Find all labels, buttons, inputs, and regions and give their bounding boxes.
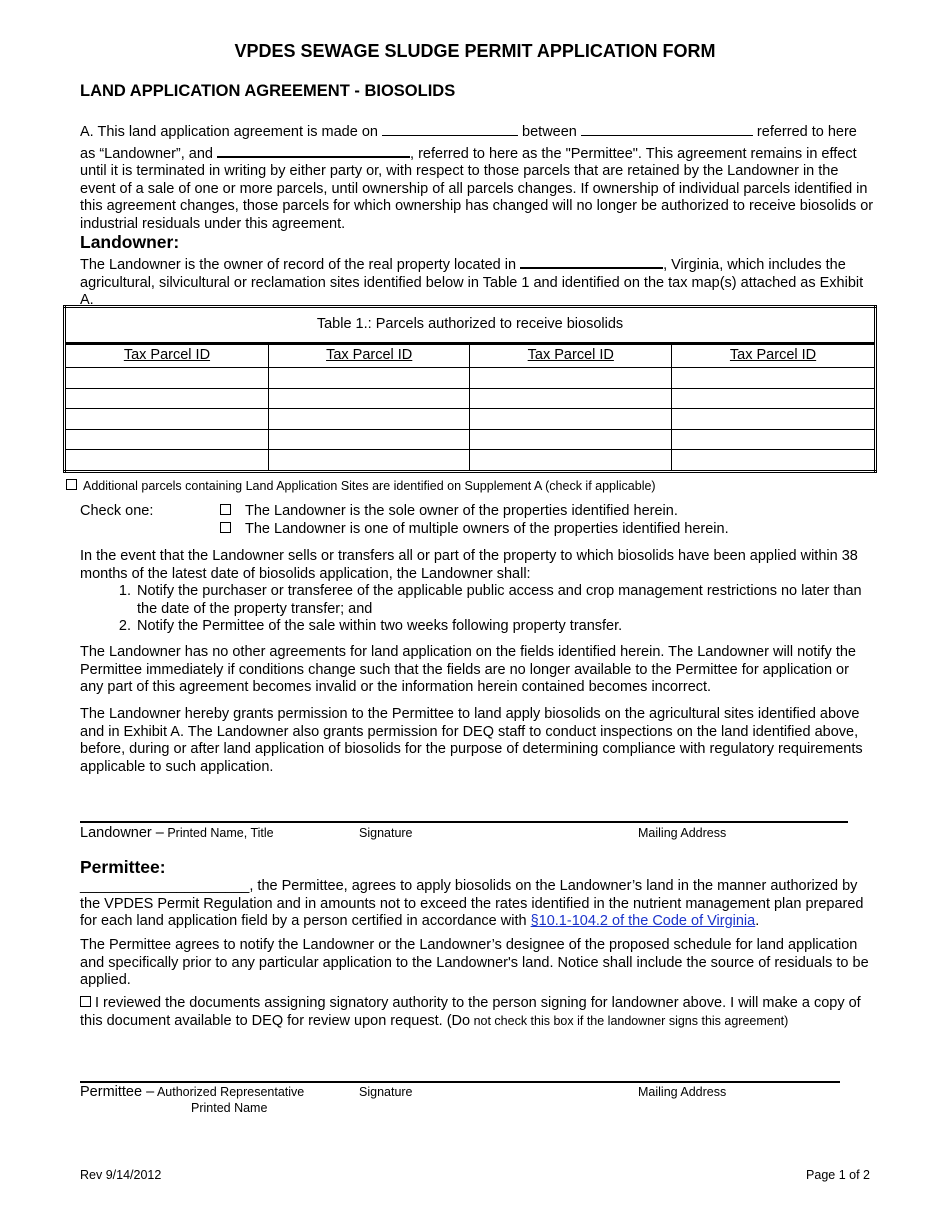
transfer-intro: In the event that the Landowner sells or transfers all or part of the property to which biosolids have been applied within 38 months of the latest date of biosolids application, the Landowner shall:	[80, 548, 858, 582]
multiple-owners-label: The Landowner is one of multiple owners of the properties identified herein.	[245, 521, 729, 537]
permittee-signature-line[interactable]	[80, 1081, 840, 1083]
parcel-cell[interactable]	[268, 368, 470, 389]
transfer-list	[80, 583, 875, 636]
parcel-cell[interactable]	[672, 368, 876, 389]
additional-parcels-label: Additional parcels containing Land Application Sites are identified on Supplement A (check if applicable)	[83, 479, 656, 493]
sole-owner-option	[220, 503, 678, 521]
parcel-cell[interactable]	[672, 388, 876, 409]
revision-date: Rev 9/14/2012	[80, 1168, 162, 1182]
check-one-label: Check one:	[80, 503, 154, 519]
landowner-signature-label: Signature	[359, 826, 413, 840]
list-item: 1. Notify the purchaser or transferee of the applicable public access and crop management restrictions no later than the date of the property transfer; and	[135, 583, 875, 618]
transfer-paragraph	[80, 548, 875, 636]
permittee-paragraph	[80, 878, 875, 931]
landowner-signature-line[interactable]	[80, 821, 848, 823]
parcel-cell[interactable]	[672, 409, 876, 430]
permittee-name-field[interactable]	[217, 142, 410, 158]
parcel-cell[interactable]	[65, 409, 269, 430]
section-a-text-3: referred to here as “Landowner”, and	[80, 124, 857, 162]
table-header: Tax Parcel ID	[672, 344, 876, 368]
landowner-text-1: The Landowner is the owner of record of the real property located in	[80, 257, 517, 273]
permittee-label-small: Authorized Representative	[154, 1085, 305, 1099]
parcel-cell[interactable]	[470, 450, 672, 472]
permittee-heading: Permittee:	[80, 857, 166, 877]
page-number: Page 1 of 2	[806, 1168, 870, 1182]
additional-parcels-checkbox[interactable]	[66, 479, 77, 490]
landowner-printed-name-label	[80, 825, 274, 843]
agreement-date-field[interactable]	[382, 121, 518, 136]
table-caption: Table 1.: Parcels authorized to receive biosolids	[65, 307, 876, 344]
reviewed-text: I reviewed the documents assigning signatory authority to the person signing for landowner above. I will make a copy of this document available to DEQ for review upon request. (Do	[80, 995, 861, 1029]
form-title: VPDES SEWAGE SLUDGE PERMIT APPLICATION FORM	[234, 41, 716, 61]
permittee-address-label: Mailing Address	[638, 1085, 727, 1099]
parcel-cell[interactable]	[65, 368, 269, 389]
landowner-label-small: Printed Name, Title	[163, 826, 274, 840]
parcel-cell[interactable]	[470, 368, 672, 389]
table-row	[65, 368, 876, 389]
landowner-label-main: Landowner –	[80, 825, 164, 841]
parcel-cell[interactable]	[470, 388, 672, 409]
parcel-cell[interactable]	[470, 429, 672, 450]
reviewed-paragraph	[80, 995, 875, 1030]
landowner-heading: Landowner:	[80, 232, 180, 252]
permittee-name-blank[interactable]: _____________________	[80, 878, 250, 894]
permittee-text-1: , the Permittee, agrees to apply biosolids on the Landowner’s land in the manner authorized by the VPDES Permit Regulation and in amounts not to exceed the rates identified in the nutrient management plan prepared for each land application field by a person certified in accordance with	[80, 878, 864, 929]
parcel-cell[interactable]	[268, 388, 470, 409]
multiple-owners-option	[220, 521, 729, 539]
section-a-paragraph	[80, 121, 875, 233]
grants-paragraph: The Landowner hereby grants permission to the Permittee to land apply biosolids on the agricultural sites identified above and in Exhibit A. The Landowner also grants permission for DEQ staff to conduct inspections on the land identified above, before, during or after land application of biosolids for the purpose of determining compliance with regulatory requirements applicable to such application.	[80, 706, 863, 775]
parcel-cell[interactable]	[65, 429, 269, 450]
section-a-text-1: A. This land application agreement is made on	[80, 124, 378, 140]
code-of-virginia-link[interactable]: §10.1-104.2 of the Code of Virginia	[530, 913, 756, 929]
other-agreements-paragraph: The Landowner has no other agreements for land application on the fields identified herein. The Landowner will notify the Permittee immediately if conditions change such that the fields are no longer available to the Permittee for application or any part of this agreement becomes invalid or the information herein contained becomes incorrect.	[80, 644, 856, 695]
permittee-printed-name-label: Printed Name	[191, 1101, 268, 1115]
permittee-representative-label	[80, 1084, 304, 1102]
table-row	[65, 450, 876, 472]
additional-parcels-row	[66, 478, 656, 496]
landowner-text-2: , Virginia, which includes the agricultural, silvicultural or reclamation sites identified below in Table 1 and identified on the tax map(s) attached as Exhibit A.	[80, 257, 864, 308]
sole-owner-checkbox[interactable]	[220, 504, 231, 515]
table-row	[65, 429, 876, 450]
landowner-name-field[interactable]	[581, 121, 753, 136]
parcel-cell[interactable]	[65, 388, 269, 409]
form-subtitle: LAND APPLICATION AGREEMENT - BIOSOLIDS	[80, 82, 456, 100]
table-header: Tax Parcel ID	[268, 344, 470, 368]
parcel-cell[interactable]	[268, 450, 470, 472]
table-row	[65, 388, 876, 409]
permittee-label-main: Permittee –	[80, 1084, 155, 1100]
section-a-text-4: , referred to here as the "Permittee". This agreement remains in effect until it is terminated in writing by either party or, with respect to those parcels that are retained by the Landowner in the event of a sale of one or more parcels, until ownership of all parcels changes. If ownership of individual parcels identified in this agreement changes, those parcels for which ownership has changed will no longer be authorized to receive biosolids or industrial residuals under this agreement.	[80, 145, 874, 232]
multiple-owners-checkbox[interactable]	[220, 522, 231, 533]
parcel-cell[interactable]	[672, 450, 876, 472]
section-a-text-2: between	[522, 124, 577, 140]
parcel-cell[interactable]	[470, 409, 672, 430]
table-row	[65, 409, 876, 430]
parcels-table	[63, 305, 877, 473]
list-item: 2. Notify the Permittee of the sale within two weeks following property transfer.	[135, 618, 875, 636]
locality-field[interactable]	[520, 253, 663, 269]
table-header: Tax Parcel ID	[470, 344, 672, 368]
landowner-paragraph	[80, 253, 875, 310]
parcel-cell[interactable]	[268, 429, 470, 450]
table-header: Tax Parcel ID	[65, 344, 269, 368]
landowner-address-label: Mailing Address	[638, 826, 727, 840]
parcel-cell[interactable]	[672, 429, 876, 450]
permittee-notify-paragraph: The Permittee agrees to notify the Landowner or the Landowner’s designee of the proposed schedule for land application and specifically prior to any particular application to the Landowner's land. Notice shall include the source of residuals to be applied.	[80, 937, 869, 988]
permittee-text-2: .	[755, 913, 760, 929]
parcel-cell[interactable]	[65, 450, 269, 472]
sole-owner-label: The Landowner is the sole owner of the properties identified herein.	[245, 503, 678, 519]
reviewed-checkbox[interactable]	[80, 996, 91, 1007]
parcel-cell[interactable]	[268, 409, 470, 430]
permittee-signature-label: Signature	[359, 1085, 413, 1099]
reviewed-text-small: not check this box if the landowner signs this agreement)	[470, 1013, 789, 1028]
